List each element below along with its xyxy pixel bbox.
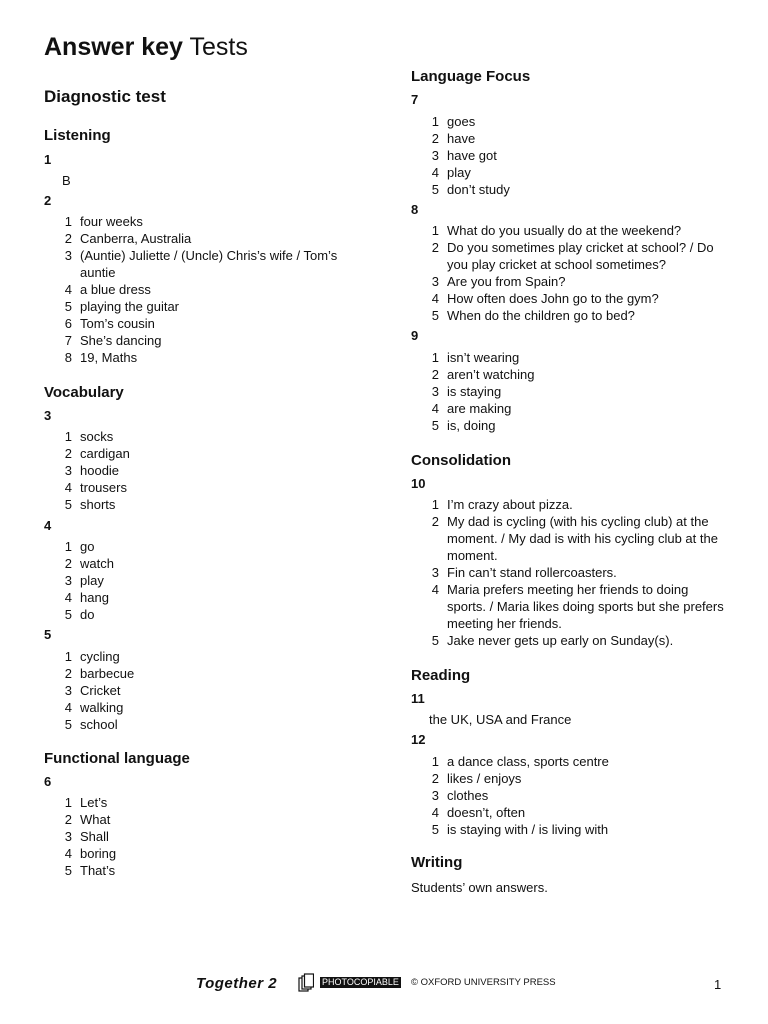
question-number: 5: [44, 627, 52, 642]
answer-text: Students’ own answers.: [411, 880, 548, 895]
page-title: [44, 30, 248, 64]
photocopy-icon: [298, 973, 314, 993]
publisher-notice: © OXFORD UNIVERSITY PRESS: [411, 977, 556, 988]
title-bold: Answer key: [44, 33, 183, 61]
page-number: 1: [714, 977, 722, 992]
question-number: 12: [411, 732, 426, 747]
question-number: 10: [411, 476, 426, 491]
question-number: 6: [44, 774, 52, 789]
question-number: 9: [411, 328, 419, 343]
photocopiable-badge: PHOTOCOPIABLE: [322, 977, 399, 987]
heading-functional-language: Functional language: [44, 750, 190, 767]
answer-text: B: [62, 173, 71, 188]
question-number: 2: [44, 193, 52, 208]
footer-brand: Together 2: [196, 975, 278, 992]
question-number: 11: [411, 691, 425, 706]
question-number: 4: [44, 518, 52, 533]
heading-language-focus: Language Focus: [411, 68, 531, 85]
question-number: 7: [411, 92, 419, 107]
answer-text: the UK, USA and France: [429, 712, 572, 727]
section-title: Diagnostic test: [44, 87, 166, 106]
heading-reading: Reading: [411, 667, 471, 684]
title-rest: Tests: [189, 33, 248, 61]
heading-listening: Listening: [44, 127, 111, 144]
question-number: 3: [44, 408, 52, 423]
question-number: 8: [411, 202, 419, 217]
heading-vocabulary: Vocabulary: [44, 384, 124, 401]
heading-writing: Writing: [411, 854, 463, 871]
heading-consolidation: Consolidation: [411, 452, 511, 469]
question-number: 1: [44, 152, 52, 167]
